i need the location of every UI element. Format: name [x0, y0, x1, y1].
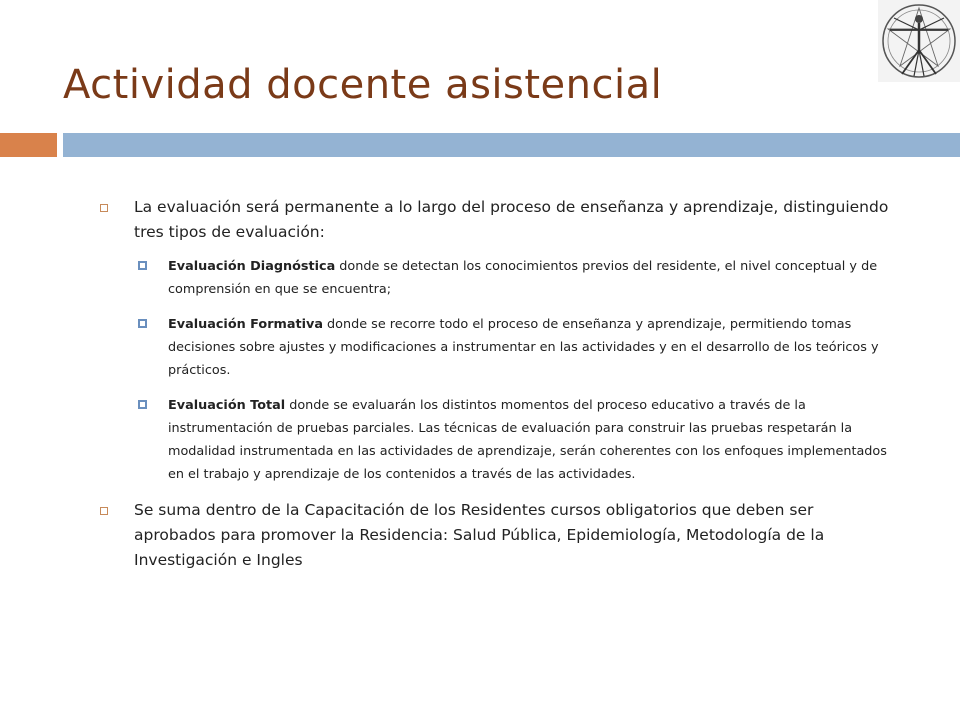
- sub-bullet-total: [134, 394, 890, 486]
- term-formativa: Evaluación Formativa: [168, 317, 323, 332]
- bullet-evaluacion: [100, 195, 890, 486]
- desc-total: donde se evaluarán los distintos momentos del proceso educativo a través de la instrumentación de pruebas parciales. Las técnicas de evaluación para construir las pruebas respetarán la modalidad instrumentada en las actividades de aprendizaje, serán coherentes con los enfoques implementados en el trabajo y aprendizaje de los contenidos a través de las actividades.: [168, 398, 887, 482]
- slide-title: Actividad docente asistencial: [63, 62, 663, 108]
- square-bullet-icon: [138, 261, 147, 270]
- sub-bullet-diagnostica: [134, 255, 890, 301]
- square-bullet-icon: [100, 204, 108, 212]
- evaluation-types-list: [134, 255, 890, 486]
- desc-diagnostica: donde se detectan los conocimientos previos del residente, el nivel conceptual y de comprensión en que se encuentra;: [168, 259, 878, 297]
- bullet-text: La evaluación será permanente a lo largo del proceso de enseñanza y aprendizaje, distinguiendo tres tipos de evaluación:: [134, 198, 889, 241]
- title-accent-bar: [0, 133, 57, 157]
- term-total: Evaluación Total: [168, 398, 286, 413]
- square-bullet-icon: [138, 400, 147, 409]
- slide-content: [100, 195, 890, 581]
- vitruvian-man-icon: [878, 0, 960, 82]
- bullet-text: Se suma dentro de la Capacitación de los Residentes cursos obligatorios que deben ser aprobados para promover la Residencia: Salud Pública, Epidemiología, Metodología de la Investigación e Ingles: [134, 501, 825, 569]
- sub-bullet-formativa: [134, 313, 890, 382]
- square-bullet-icon: [100, 507, 108, 515]
- title-underline-bar: [63, 133, 960, 157]
- square-bullet-icon: [138, 319, 147, 328]
- desc-formativa: donde se recorre todo el proceso de enseñanza y aprendizaje, permitiendo tomas decisiones sobre ajustes y modificaciones a instrumentar en las actividades y en el desarrollo de los teóricos y prácticos.: [168, 317, 879, 378]
- bullet-capacitacion: [100, 498, 890, 573]
- term-diagnostica: Evaluación Diagnóstica: [168, 259, 336, 274]
